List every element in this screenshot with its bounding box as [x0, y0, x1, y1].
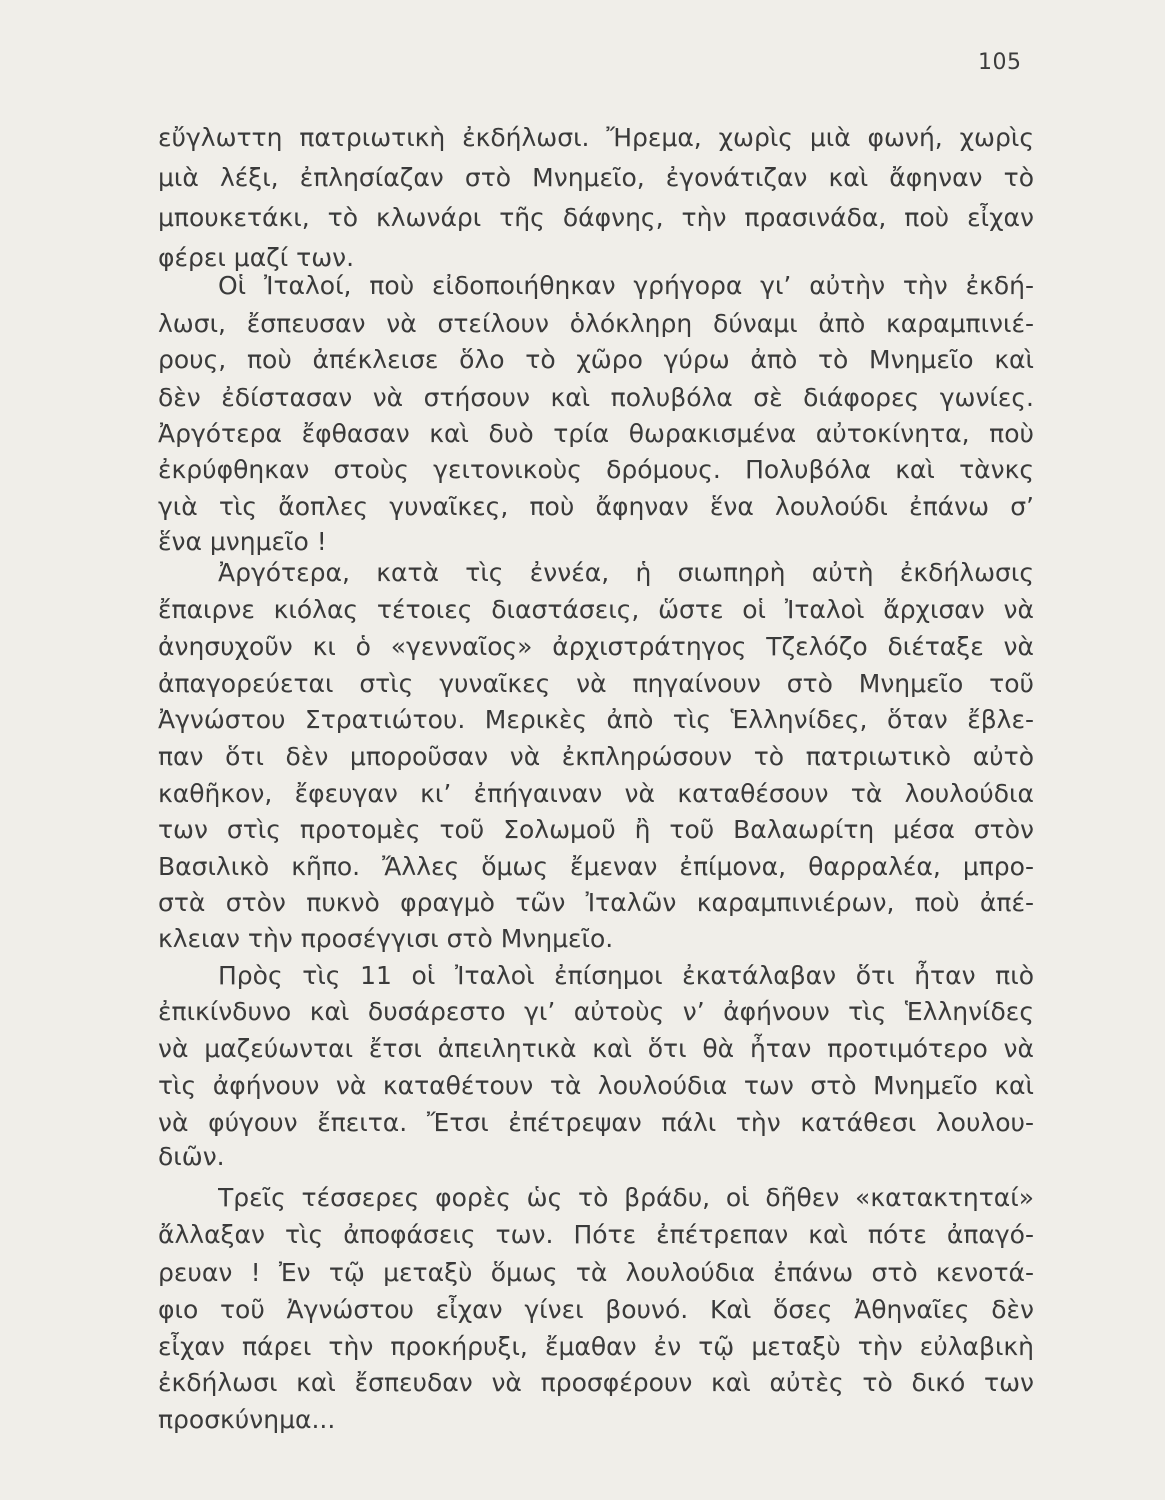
text-line: ρευαν ! Ἐν τῷ μεταξὺ ὅμως τὰ λουλούδια ἐπάνω στὸ κενοτά-: [158, 1258, 1034, 1287]
text-line: εἶχαν πάρει τὴν προκήρυξι, ἔμαθαν ἐν τῷ μεταξὺ τὴν εὐλαβικὴ: [158, 1332, 1034, 1361]
text-line: παν ὅτι δὲν μποροῦσαν νὰ ἐκπληρώσουν τὸ πατριωτικὸ αὐτὸ: [158, 742, 1034, 771]
text-line: ἄλλαξαν τὶς ἀποφάσεις των. Πότε ἐπέτρεπαν καὶ πότε ἀπαγό-: [158, 1220, 1034, 1249]
page-number: 105: [978, 50, 1022, 75]
text-line: στὰ στὸν πυκνὸ φραγμὸ τῶν Ἰταλῶν καραμπινιέρων, ποὺ ἀπέ-: [158, 888, 1034, 917]
text-line: ἐκδήλωσι καὶ ἔσπευδαν νὰ προσφέρουν καὶ αὐτὲς τὸ δικό των: [158, 1368, 1034, 1397]
text-line: ἐπικίνδυνο καὶ δυσάρεστο γι’ αὐτοὺς ν’ ἀφήνουν τὶς Ἑλληνίδες: [158, 997, 1034, 1026]
text-line: Ἀργότερα ἔφθασαν καὶ δυὸ τρία θωρακισμένα αὐτοκίνητα, ποὺ: [158, 419, 1034, 448]
text-line: λωσι, ἔσπευσαν νὰ στείλουν ὁλόκληρη δύναμι ἀπὸ καραμπινιέ-: [158, 309, 1034, 338]
text-line: φιο τοῦ Ἀγνώστου εἶχαν γίνει βουνό. Καὶ ὅσες Ἀθηναῖες δὲν: [158, 1295, 1034, 1324]
text-line: Πρὸς τὶς 11 οἱ Ἰταλοὶ ἐπίσημοι ἐκατάλαβαν ὅτι ἦταν πιὸ: [218, 961, 1034, 990]
text-line: κλειαν τὴν προσέγγισι στὸ Μνημεῖο.: [158, 924, 614, 953]
text-line: ἐκρύφθηκαν στοὺς γειτονικοὺς δρόμους. Πολυβόλα καὶ τὰνκς: [158, 455, 1034, 484]
text-line: ἀπαγορεύεται στὶς γυναῖκες νὰ πηγαίνουν στὸ Μνημεῖο τοῦ: [158, 669, 1034, 698]
text-line: νὰ φύγουν ἔπειτα. Ἔτσι ἐπέτρεψαν πάλι τὴν κατάθεσι λουλου-: [158, 1108, 1034, 1137]
text-line: τὶς ἀφήνουν νὰ καταθέτουν τὰ λουλούδια των στὸ Μνημεῖο καὶ: [158, 1071, 1034, 1100]
text-line: ἕνα μνημεῖο !: [158, 527, 327, 556]
text-line: καθῆκον, ἔφευγαν κι’ ἐπήγαιναν νὰ καταθέσουν τὰ λουλούδια: [158, 779, 1034, 808]
text-line: εὔγλωττη πατριωτικὴ ἐκδήλωσι. Ἤρεμα, χωρὶς μιὰ φωνή, χωρὶς: [158, 123, 1034, 152]
text-line: φέρει μαζί των.: [158, 243, 355, 272]
text-line: Ἀγνώστου Στρατιώτου. Μερικὲς ἀπὸ τὶς Ἑλληνίδες, ὅταν ἔβλε-: [158, 705, 1034, 734]
text-line: ἀνησυχοῦν κι ὁ «γενναῖος» ἀρχιστράτηγος Τζελόζο διέταξε νὰ: [158, 632, 1034, 661]
text-line: νὰ μαζεύωνται ἔτσι ἀπειλητικὰ καὶ ὅτι θὰ ἦταν προτιμότερο νὰ: [158, 1034, 1034, 1063]
text-line: Οἱ Ἰταλοί, ποὺ εἰδοποιήθηκαν γρήγορα γι’ αὐτὴν τὴν ἐκδή-: [218, 271, 1034, 300]
text-line: των στὶς προτομὲς τοῦ Σολωμοῦ ἢ τοῦ Βαλαωρίτη μέσα στὸν: [158, 815, 1034, 844]
text-line: γιὰ τὶς ἄοπλες γυναῖκες, ποὺ ἄφηναν ἕνα λουλούδι ἐπάνω σ’: [158, 492, 1034, 521]
text-line: μπουκετάκι, τὸ κλωνάρι τῆς δάφνης, τὴν πρασινάδα, ποὺ εἶχαν: [158, 203, 1034, 232]
text-line: μιὰ λέξι, ἐπλησίαζαν στὸ Μνημεῖο, ἐγονάτιζαν καὶ ἄφηναν τὸ: [158, 163, 1034, 192]
text-line: ρους, ποὺ ἀπέκλεισε ὅλο τὸ χῶρο γύρω ἀπὸ τὸ Μνημεῖο καὶ: [158, 345, 1034, 374]
text-line: δὲν ἐδίστασαν νὰ στήσουν καὶ πολυβόλα σὲ διάφορες γωνίες.: [158, 383, 1034, 412]
text-line: προσκύνημα...: [158, 1405, 336, 1434]
text-line: διῶν.: [158, 1142, 225, 1171]
text-line: ἔπαιρνε κιόλας τέτοιες διαστάσεις, ὥστε οἱ Ἰταλοὶ ἄρχισαν νὰ: [158, 595, 1034, 624]
text-line: Τρεῖς τέσσερες φορὲς ὡς τὸ βράδυ, οἱ δῆθεν «κατακτηταί»: [218, 1183, 1034, 1212]
text-line: Βασιλικὸ κῆπο. Ἄλλες ὅμως ἔμεναν ἐπίμονα, θαρραλέα, μπρο-: [158, 852, 1034, 881]
text-line: Ἀργότερα, κατὰ τὶς ἐννέα, ἡ σιωπηρὴ αὐτὴ ἐκδήλωσις: [218, 558, 1034, 587]
